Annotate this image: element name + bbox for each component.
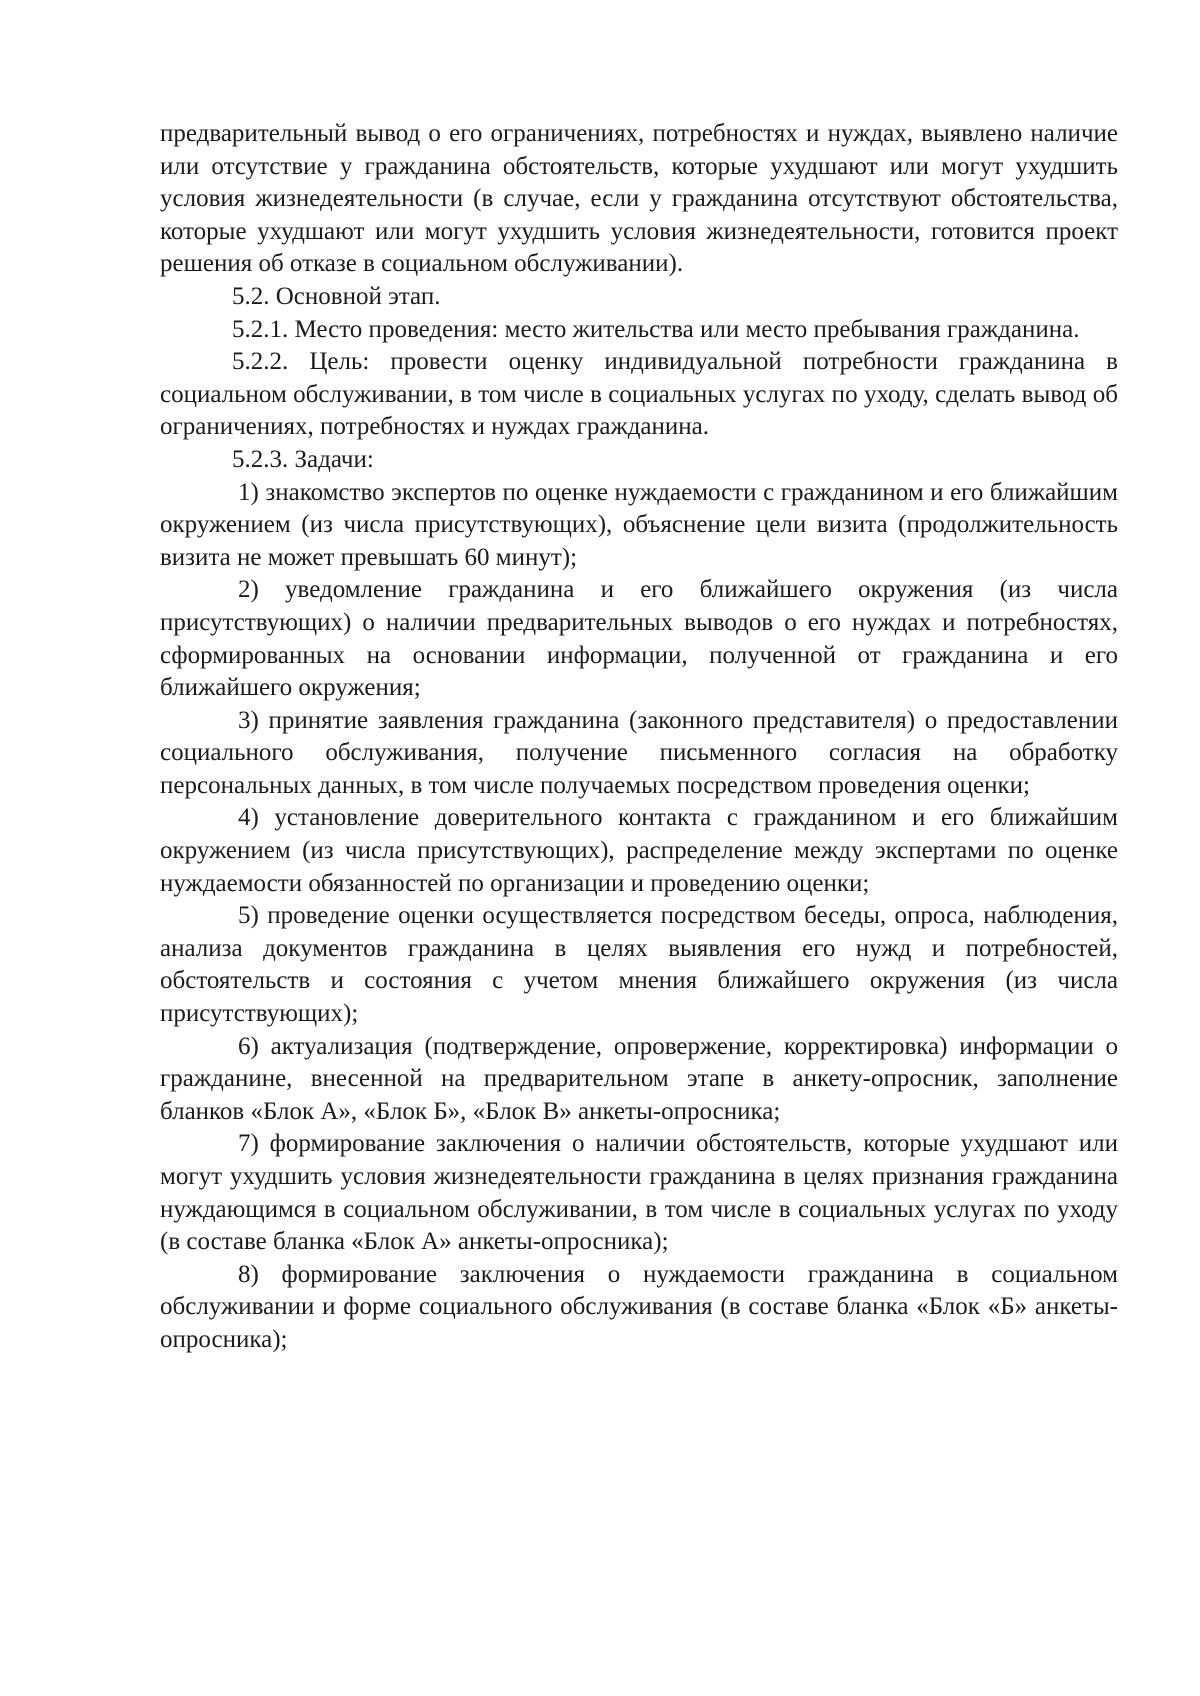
section-heading-main-stage: 5.2. Основной этап. [232,282,441,310]
paragraph-5-2-3: 5.2.3. Задачи: [232,445,374,473]
list-item-3: 3) принятие заявления гражданина (законного представителя) о предоставлении социального обслуживания, получение письменного согласия на обработку персональных данных, в том числе получаемых посредством проведения оценки; [160,706,1118,799]
paragraph-5-2-1: 5.2.1. Место проведения: место жительства или место пребывания гражданина. [232,315,1080,343]
list-item-4: 4) установление доверительного контакта с гражданином и его ближайшим окружением (из числа присутствующих), распределение между экспертами по оценке нуждаемости обязанностей по организации и проведению оценки; [160,804,1118,897]
list-item-7: 7) формирование заключения о наличии обстоятельств, которые ухудшают или могут ухудшить условия жизнедеятельности гражданина в целях признания гражданина нуждающимся в социальном обслуживании, в том числе в социальных услугах по уходу (в составе бланка «Блок А» анкеты-опросника); [160,1130,1118,1256]
list-item-1: 1) знакомство экспертов по оценке нуждаемости с гражданином и его ближайшим окружением (из числа присутствующих), объяснение цели визита (продолжительность визита не может превышать 60 минут); [160,478,1118,571]
list-item-6: 6) актуализация (подтверждение, опровержение, корректировка) информации о гражданине, внесенной на предварительном этапе в анкету-опросник, заполнение бланков «Блок А», «Блок Б», «Блок В» анкеты-опросника; [160,1032,1118,1125]
list-item-2: 2) уведомление гражданина и его ближайшего окружения (из числа присутствующих) о наличии предварительных выводов о его нуждах и потребностях, сформированных на основании информации, полученной от гражданина и его ближайшего окружения; [160,576,1118,702]
document-body [160,118,1118,1357]
paragraph-5-2-2: 5.2.2. Цель: провести оценку индивидуальной потребности гражданина в социальном обслуживании, в том числе в социальных услугах по уходу, сделать вывод об ограничениях, потребностях и нуждах гражданина. [160,348,1118,441]
list-item-8: 8) формирование заключения о нуждаемости гражданина в социальном обслуживании и форме социального обслуживания (в составе бланка «Блок «Б» анкеты-опросника); [160,1260,1118,1353]
paragraph-continuation: предварительный вывод о его ограничениях, потребностях и нуждах, выявлено наличие или отсутствие у гражданина обстоятельств, которые ухудшают или могут ухудшить условия жизнедеятельности (в случае, если у гражданина отсутствуют обстоятельства, которые ухудшают или могут ухудшить условия жизнедеятельности, готовится проект решения об отказе в социальном обслуживании). [160,120,1118,278]
list-item-5: 5) проведение оценки осуществляется посредством беседы, опроса, наблюдения, анализа документов гражданина в целях выявления его нужд и потребностей, обстоятельств и состояния с учетом мнения ближайшего окружения (из числа присутствующих); [160,902,1118,1028]
